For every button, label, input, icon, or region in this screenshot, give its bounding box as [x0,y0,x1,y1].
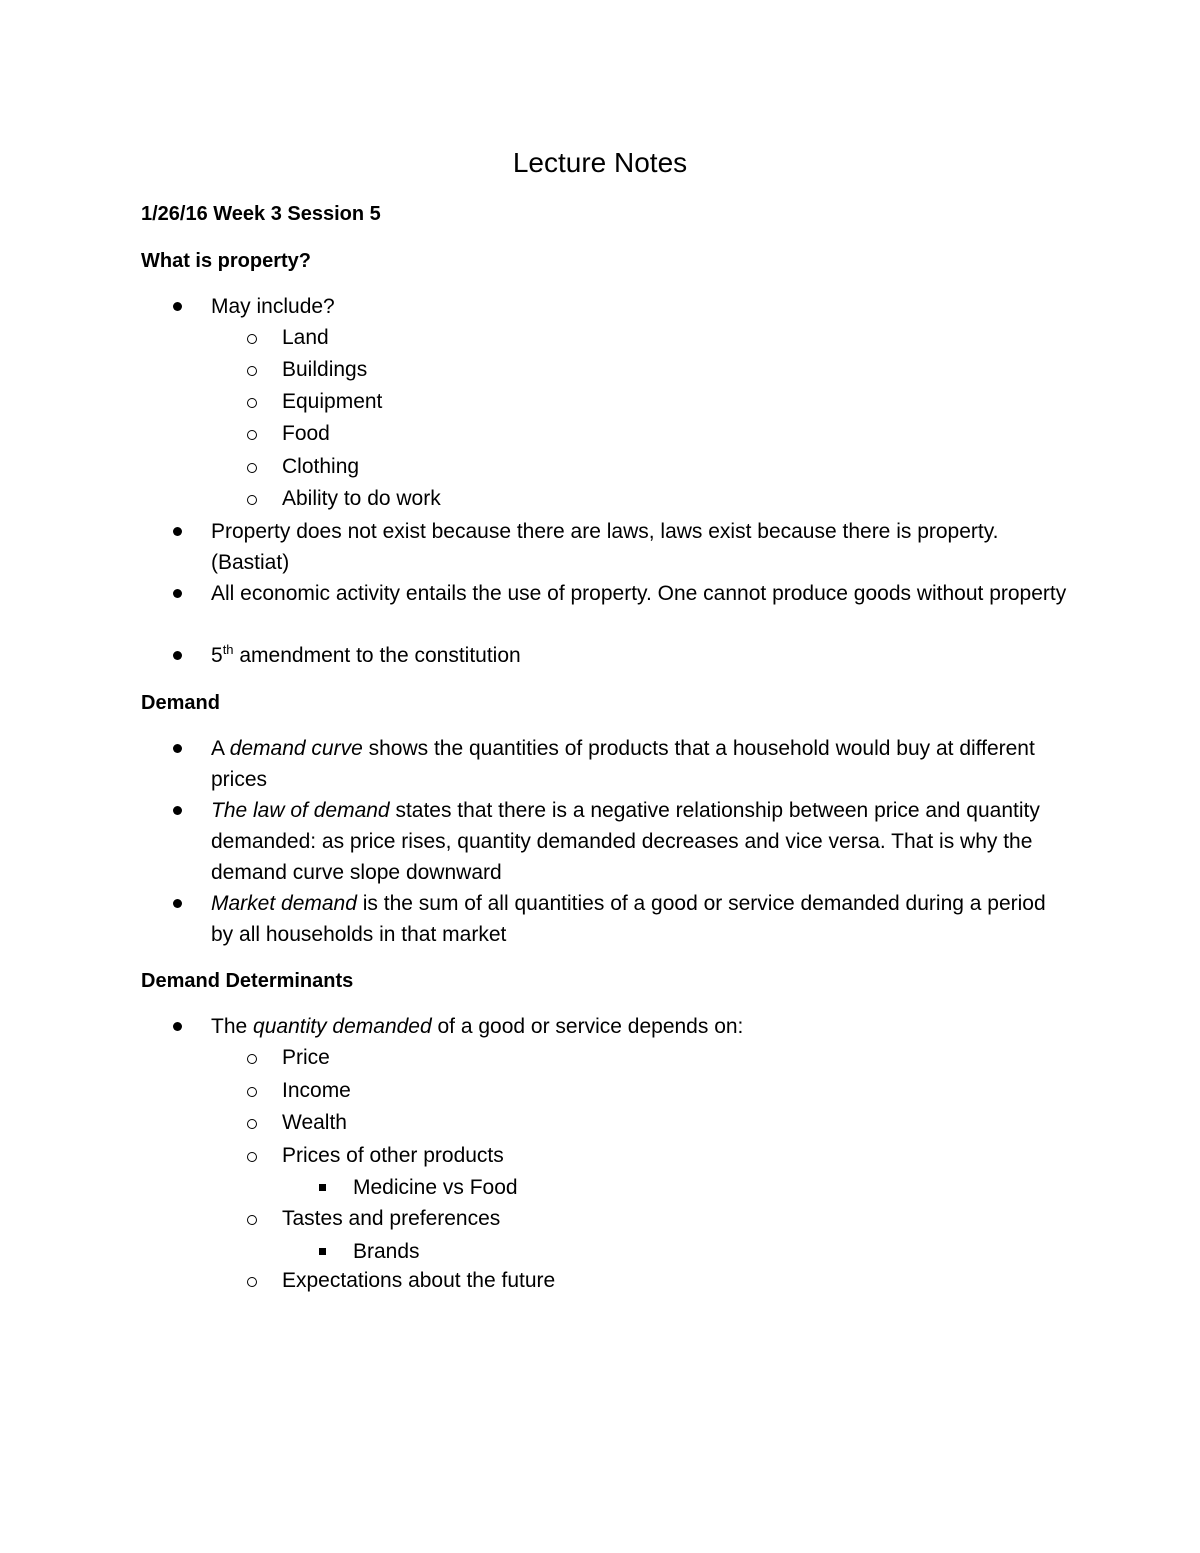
list-item [282,484,441,514]
demand-heading: Demand [141,692,220,714]
list-item-text: Buildings [282,358,368,381]
term-quantity-demanded: quantity demanded [253,1015,432,1038]
bullet-dot-icon [173,302,182,311]
bullet-circle-icon [247,1152,257,1162]
list-item-text: Clothing [282,455,360,478]
list-item [282,1076,351,1106]
list-item-text: Land [282,326,329,349]
list-item [211,291,1071,322]
determinants-heading: Demand Determinants [141,970,354,992]
list-item [211,733,1071,795]
list-item [282,355,367,385]
list-item [282,1108,347,1138]
list-item [282,323,329,353]
term-demand-curve: demand curve [229,737,363,760]
list-item [211,578,1071,609]
property-heading: What is property? [141,250,312,272]
list-item [282,452,359,482]
date-line: 1/26/16 Week 3 Session 5 [141,203,381,225]
bullet-circle-icon [247,1277,257,1287]
list-item-text: Ability to do work [282,487,441,510]
ordinal-suffix: th [222,642,234,657]
amendment-number: 5 [211,644,223,667]
list-item-text: The [211,1015,254,1038]
list-item-text: Wealth [282,1111,347,1134]
list-item [211,640,1071,671]
list-item [282,1141,504,1171]
list-item [353,1237,420,1267]
list-item [282,1266,555,1296]
list-item-text: May include? [211,295,335,318]
list-item [211,1011,1071,1042]
list-item-text: Equipment [282,390,383,413]
list-item-text: Tastes and preferences [282,1207,501,1230]
list-item-text: Property does not exist because there are laws, laws exist because there is property. (Bastiat) [211,520,999,574]
list-item [211,516,1071,578]
bullet-dot-icon [173,744,182,753]
bullet-circle-icon [247,463,257,473]
bullet-dot-icon [173,806,182,815]
list-item-text: states that there is a negative relationship between price and quantity demanded: as price rises, quantity demanded decreases and vice versa. That is why the demand curve slope downward [211,799,1040,884]
document-title: Lecture Notes [512,147,688,178]
list-item [211,888,1071,950]
list-item-text: Expectations about the future [282,1269,556,1292]
term-law-of-demand: The law of demand [211,799,390,822]
bullet-circle-icon [247,430,257,440]
list-item [282,419,330,449]
bullet-circle-icon [247,1119,257,1129]
bullet-circle-icon [247,495,257,505]
bullet-dot-icon [173,1022,182,1031]
term-market-demand: Market demand [211,892,357,915]
list-item-text: shows the quantities of products that a household would buy at different prices [211,737,1035,791]
bullet-dot-icon [173,899,182,908]
bullet-square-icon [319,1184,326,1191]
list-item-text: A [211,737,230,760]
list-item [282,387,382,417]
list-item-text: Income [282,1079,351,1102]
bullet-dot-icon [173,527,182,536]
list-item-text: Prices of other products [282,1144,504,1167]
list-item-text: Brands [353,1240,420,1263]
list-item [211,795,1071,888]
list-item-text: Food [282,422,330,445]
list-item [282,1204,500,1234]
bullet-circle-icon [247,398,257,408]
bullet-circle-icon [247,1087,257,1097]
bullet-dot-icon [173,589,182,598]
list-item-text: Price [282,1046,330,1069]
bullet-square-icon [319,1248,326,1255]
list-item-text: All economic activity entails the use of property. One cannot produce goods without property [211,582,1067,605]
bullet-circle-icon [247,366,257,376]
bullet-dot-icon [173,651,182,660]
list-item-text: of a good or service depends on: [431,1015,744,1038]
list-item [353,1173,518,1203]
list-item-text: Medicine vs Food [353,1176,518,1199]
list-item-text: amendment to the constitution [233,644,521,667]
list-item-text: is the sum of all quantities of a good or service demanded during a period by all households in that market [211,892,1046,946]
list-item [282,1043,330,1073]
bullet-circle-icon [247,1215,257,1225]
bullet-circle-icon [247,1054,257,1064]
bullet-circle-icon [247,334,257,344]
